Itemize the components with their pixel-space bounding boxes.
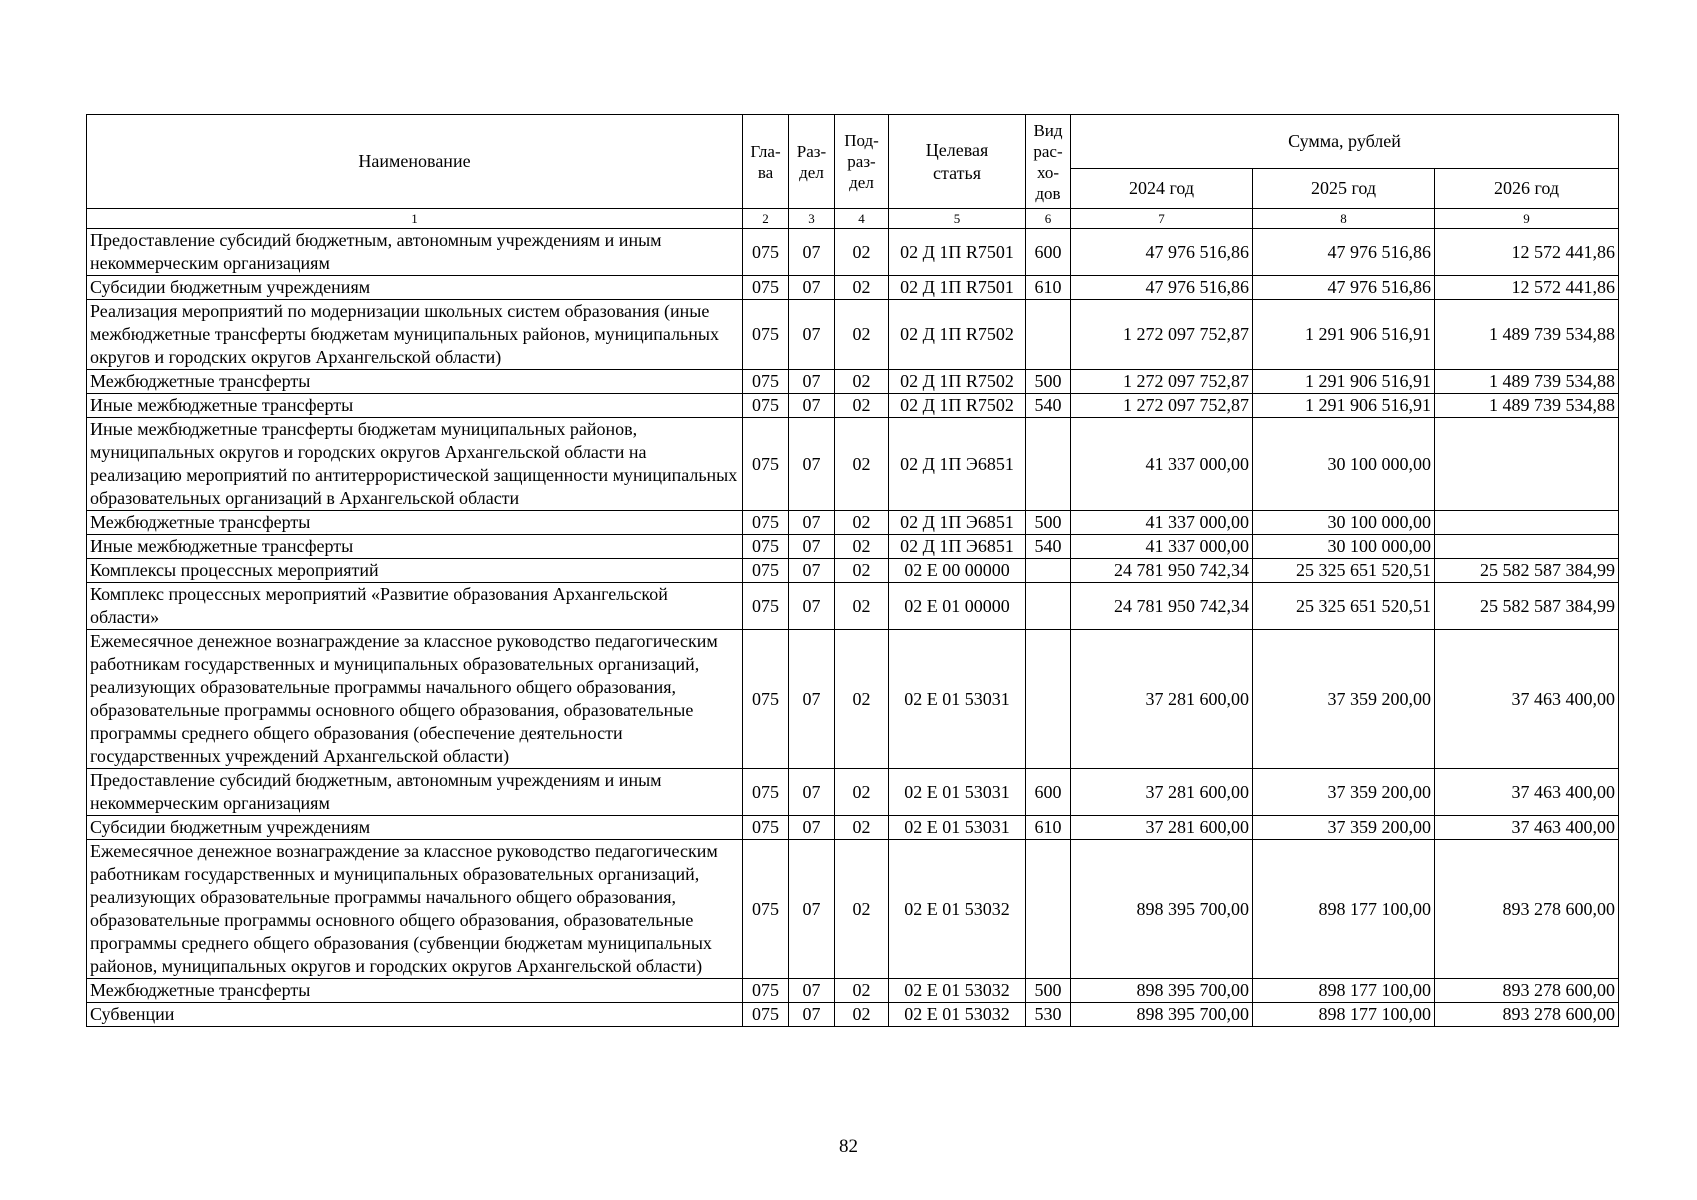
row-amount-2026: 12 572 441,86 xyxy=(1435,229,1619,276)
row-amount-2024: 37 281 600,00 xyxy=(1071,630,1253,769)
row-amount-2025: 25 325 651 520,51 xyxy=(1253,559,1435,583)
row-amount-2025: 47 976 516,86 xyxy=(1253,276,1435,300)
row-razdel: 07 xyxy=(789,370,835,394)
row-expense-type: 540 xyxy=(1026,394,1071,418)
row-target-article: 02 Д 1П Э6851 xyxy=(889,535,1026,559)
row-amount-2026: 37 463 400,00 xyxy=(1435,769,1619,816)
row-amount-2025: 1 291 906 516,91 xyxy=(1253,370,1435,394)
header-razdel: Раз- дел xyxy=(789,115,835,209)
row-expense-type xyxy=(1026,559,1071,583)
row-target-article: 02 Е 01 53031 xyxy=(889,769,1026,816)
row-name: Субвенции xyxy=(87,1003,743,1027)
row-amount-2026: 12 572 441,86 xyxy=(1435,276,1619,300)
row-target-article: 02 Д 1П R7502 xyxy=(889,300,1026,370)
table-row xyxy=(87,630,1619,769)
table-row xyxy=(87,979,1619,1003)
row-amount-2025: 30 100 000,00 xyxy=(1253,418,1435,511)
row-name: Субсидии бюджетным учреждениям xyxy=(87,276,743,300)
table-row xyxy=(87,370,1619,394)
row-amount-2024: 24 781 950 742,34 xyxy=(1071,559,1253,583)
row-expense-type xyxy=(1026,840,1071,979)
row-expense-type: 600 xyxy=(1026,229,1071,276)
row-amount-2026: 1 489 739 534,88 xyxy=(1435,300,1619,370)
row-amount-2024: 37 281 600,00 xyxy=(1071,769,1253,816)
column-number: 7 xyxy=(1071,209,1253,229)
header-year-2025: 2025 год xyxy=(1253,169,1435,209)
row-expense-type: 610 xyxy=(1026,276,1071,300)
table-row xyxy=(87,535,1619,559)
row-amount-2025: 898 177 100,00 xyxy=(1253,979,1435,1003)
column-number: 5 xyxy=(889,209,1026,229)
row-glava: 075 xyxy=(743,1003,789,1027)
row-podrazdel: 02 xyxy=(835,769,889,816)
row-name: Комплекс процессных мероприятий «Развитие образования Архангельской области» xyxy=(87,583,743,630)
row-amount-2025: 898 177 100,00 xyxy=(1253,840,1435,979)
table-row xyxy=(87,769,1619,816)
column-number: 2 xyxy=(743,209,789,229)
row-razdel: 07 xyxy=(789,840,835,979)
row-amount-2025: 30 100 000,00 xyxy=(1253,535,1435,559)
row-expense-type: 500 xyxy=(1026,979,1071,1003)
row-name: Комплексы процессных мероприятий xyxy=(87,559,743,583)
row-glava: 075 xyxy=(743,300,789,370)
row-glava: 075 xyxy=(743,535,789,559)
row-amount-2026: 25 582 587 384,99 xyxy=(1435,583,1619,630)
row-amount-2025: 37 359 200,00 xyxy=(1253,816,1435,840)
row-amount-2025: 25 325 651 520,51 xyxy=(1253,583,1435,630)
row-name: Предоставление субсидий бюджетным, автономным учреждениям и иным некоммерческим организациям xyxy=(87,769,743,816)
row-glava: 075 xyxy=(743,394,789,418)
row-name: Субсидии бюджетным учреждениям xyxy=(87,816,743,840)
row-target-article: 02 Е 01 00000 xyxy=(889,583,1026,630)
row-target-article: 02 Е 01 53032 xyxy=(889,840,1026,979)
row-razdel: 07 xyxy=(789,394,835,418)
header-year-2026: 2026 год xyxy=(1435,169,1619,209)
row-name: Межбюджетные трансферты xyxy=(87,979,743,1003)
row-podrazdel: 02 xyxy=(835,1003,889,1027)
row-amount-2026: 893 278 600,00 xyxy=(1435,979,1619,1003)
row-amount-2026: 37 463 400,00 xyxy=(1435,816,1619,840)
row-razdel: 07 xyxy=(789,630,835,769)
row-target-article: 02 Д 1П R7501 xyxy=(889,229,1026,276)
row-amount-2025: 1 291 906 516,91 xyxy=(1253,300,1435,370)
row-target-article: 02 Е 01 53032 xyxy=(889,1003,1026,1027)
row-amount-2026 xyxy=(1435,418,1619,511)
row-amount-2025: 1 291 906 516,91 xyxy=(1253,394,1435,418)
row-razdel: 07 xyxy=(789,229,835,276)
row-expense-type: 500 xyxy=(1026,370,1071,394)
column-number: 1 xyxy=(87,209,743,229)
table-row xyxy=(87,394,1619,418)
row-podrazdel: 02 xyxy=(835,535,889,559)
row-podrazdel: 02 xyxy=(835,630,889,769)
row-glava: 075 xyxy=(743,229,789,276)
table-row xyxy=(87,511,1619,535)
row-target-article: 02 Д 1П R7501 xyxy=(889,276,1026,300)
row-podrazdel: 02 xyxy=(835,583,889,630)
row-expense-type: 540 xyxy=(1026,535,1071,559)
table-row xyxy=(87,583,1619,630)
row-amount-2024: 898 395 700,00 xyxy=(1071,979,1253,1003)
page-number: 82 xyxy=(839,1136,858,1157)
row-podrazdel: 02 xyxy=(835,816,889,840)
row-podrazdel: 02 xyxy=(835,979,889,1003)
table-row xyxy=(87,300,1619,370)
row-amount-2026 xyxy=(1435,511,1619,535)
row-glava: 075 xyxy=(743,816,789,840)
header-glava: Гла- ва xyxy=(743,115,789,209)
row-name: Ежемесячное денежное вознаграждение за классное руководство педагогическим работникам государственных и муниципальных образовательных организаций, реализующих образовательные программы начального общего образования, образовательные программы основного общего образования, образовательные программы среднего общего образования (субвенции бюджетам муниципальных районов, муниципальных округов и городских округов Архангельской области) xyxy=(87,840,743,979)
table-row xyxy=(87,229,1619,276)
row-glava: 075 xyxy=(743,840,789,979)
row-razdel: 07 xyxy=(789,583,835,630)
table-row xyxy=(87,418,1619,511)
row-razdel: 07 xyxy=(789,276,835,300)
row-amount-2024: 41 337 000,00 xyxy=(1071,511,1253,535)
row-podrazdel: 02 xyxy=(835,418,889,511)
row-podrazdel: 02 xyxy=(835,394,889,418)
budget-table xyxy=(86,114,1619,1027)
row-expense-type xyxy=(1026,300,1071,370)
row-expense-type xyxy=(1026,418,1071,511)
row-name: Иные межбюджетные трансферты бюджетам муниципальных районов, муниципальных округов и городских округов Архангельской области на реализацию мероприятий по антитеррористической защищенности муниципальных образовательных организаций в Архангельской области xyxy=(87,418,743,511)
row-podrazdel: 02 xyxy=(835,229,889,276)
column-number: 6 xyxy=(1026,209,1071,229)
table-body xyxy=(87,229,1619,1027)
row-glava: 075 xyxy=(743,559,789,583)
row-amount-2024: 1 272 097 752,87 xyxy=(1071,370,1253,394)
table-row xyxy=(87,559,1619,583)
row-amount-2024: 47 976 516,86 xyxy=(1071,276,1253,300)
row-glava: 075 xyxy=(743,979,789,1003)
row-glava: 075 xyxy=(743,630,789,769)
row-amount-2025: 37 359 200,00 xyxy=(1253,769,1435,816)
row-target-article: 02 Д 1П R7502 xyxy=(889,370,1026,394)
row-amount-2026: 25 582 587 384,99 xyxy=(1435,559,1619,583)
row-name: Иные межбюджетные трансферты xyxy=(87,535,743,559)
row-razdel: 07 xyxy=(789,816,835,840)
row-razdel: 07 xyxy=(789,1003,835,1027)
row-razdel: 07 xyxy=(789,300,835,370)
row-amount-2024: 1 272 097 752,87 xyxy=(1071,394,1253,418)
row-podrazdel: 02 xyxy=(835,840,889,979)
row-amount-2026: 1 489 739 534,88 xyxy=(1435,394,1619,418)
column-number-row xyxy=(87,209,1619,229)
row-amount-2024: 37 281 600,00 xyxy=(1071,816,1253,840)
table-row xyxy=(87,1003,1619,1027)
row-razdel: 07 xyxy=(789,535,835,559)
row-name: Предоставление субсидий бюджетным, автономным учреждениям и иным некоммерческим организациям xyxy=(87,229,743,276)
row-podrazdel: 02 xyxy=(835,300,889,370)
row-amount-2026: 893 278 600,00 xyxy=(1435,1003,1619,1027)
row-target-article: 02 Е 01 53031 xyxy=(889,816,1026,840)
header-sum: Сумма, рублей xyxy=(1071,115,1619,169)
row-razdel: 07 xyxy=(789,559,835,583)
row-razdel: 07 xyxy=(789,511,835,535)
row-glava: 075 xyxy=(743,583,789,630)
table-row xyxy=(87,276,1619,300)
row-expense-type xyxy=(1026,583,1071,630)
row-name: Ежемесячное денежное вознаграждение за классное руководство педагогическим работникам государственных и муниципальных образовательных организаций, реализующих образовательные программы начального общего образования, образовательные программы основного общего образования, образовательные программы среднего общего образования (обеспечение деятельности государственных учреждений Архангельской области) xyxy=(87,630,743,769)
row-expense-type: 530 xyxy=(1026,1003,1071,1027)
row-amount-2024: 898 395 700,00 xyxy=(1071,1003,1253,1027)
row-target-article: 02 Д 1П Э6851 xyxy=(889,511,1026,535)
header-name: Наименование xyxy=(87,115,743,209)
row-target-article: 02 Д 1П Э6851 xyxy=(889,418,1026,511)
row-podrazdel: 02 xyxy=(835,511,889,535)
row-amount-2024: 24 781 950 742,34 xyxy=(1071,583,1253,630)
header-target: Целевая статья xyxy=(889,115,1026,209)
row-target-article: 02 Е 01 53032 xyxy=(889,979,1026,1003)
table-row xyxy=(87,840,1619,979)
row-glava: 075 xyxy=(743,418,789,511)
row-amount-2024: 41 337 000,00 xyxy=(1071,535,1253,559)
row-name: Межбюджетные трансферты xyxy=(87,370,743,394)
row-podrazdel: 02 xyxy=(835,370,889,394)
row-amount-2024: 1 272 097 752,87 xyxy=(1071,300,1253,370)
row-amount-2025: 898 177 100,00 xyxy=(1253,1003,1435,1027)
row-amount-2024: 47 976 516,86 xyxy=(1071,229,1253,276)
row-razdel: 07 xyxy=(789,979,835,1003)
row-glava: 075 xyxy=(743,370,789,394)
row-amount-2026: 1 489 739 534,88 xyxy=(1435,370,1619,394)
table-row xyxy=(87,816,1619,840)
row-expense-type: 500 xyxy=(1026,511,1071,535)
row-podrazdel: 02 xyxy=(835,276,889,300)
row-amount-2025: 47 976 516,86 xyxy=(1253,229,1435,276)
row-glava: 075 xyxy=(743,769,789,816)
column-number: 4 xyxy=(835,209,889,229)
row-razdel: 07 xyxy=(789,769,835,816)
header-year-2024: 2024 год xyxy=(1071,169,1253,209)
row-expense-type xyxy=(1026,630,1071,769)
row-amount-2025: 37 359 200,00 xyxy=(1253,630,1435,769)
row-name: Межбюджетные трансферты xyxy=(87,511,743,535)
row-amount-2024: 41 337 000,00 xyxy=(1071,418,1253,511)
row-amount-2025: 30 100 000,00 xyxy=(1253,511,1435,535)
column-number: 9 xyxy=(1435,209,1619,229)
header-vid: Вид рас- хо- дов xyxy=(1026,115,1071,209)
row-amount-2026: 893 278 600,00 xyxy=(1435,840,1619,979)
row-glava: 075 xyxy=(743,511,789,535)
row-name: Иные межбюджетные трансферты xyxy=(87,394,743,418)
header-podrazdel: Под- раз- дел xyxy=(835,115,889,209)
row-target-article: 02 Д 1П R7502 xyxy=(889,394,1026,418)
row-amount-2026: 37 463 400,00 xyxy=(1435,630,1619,769)
row-amount-2024: 898 395 700,00 xyxy=(1071,840,1253,979)
column-number: 8 xyxy=(1253,209,1435,229)
row-podrazdel: 02 xyxy=(835,559,889,583)
row-expense-type: 610 xyxy=(1026,816,1071,840)
row-expense-type: 600 xyxy=(1026,769,1071,816)
row-name: Реализация мероприятий по модернизации школьных систем образования (иные межбюджетные трансферты бюджетам муниципальных районов, муниципальных округов и городских округов Архангельской области) xyxy=(87,300,743,370)
row-razdel: 07 xyxy=(789,418,835,511)
row-target-article: 02 Е 00 00000 xyxy=(889,559,1026,583)
row-amount-2026 xyxy=(1435,535,1619,559)
row-glava: 075 xyxy=(743,276,789,300)
row-target-article: 02 Е 01 53031 xyxy=(889,630,1026,769)
column-number: 3 xyxy=(789,209,835,229)
